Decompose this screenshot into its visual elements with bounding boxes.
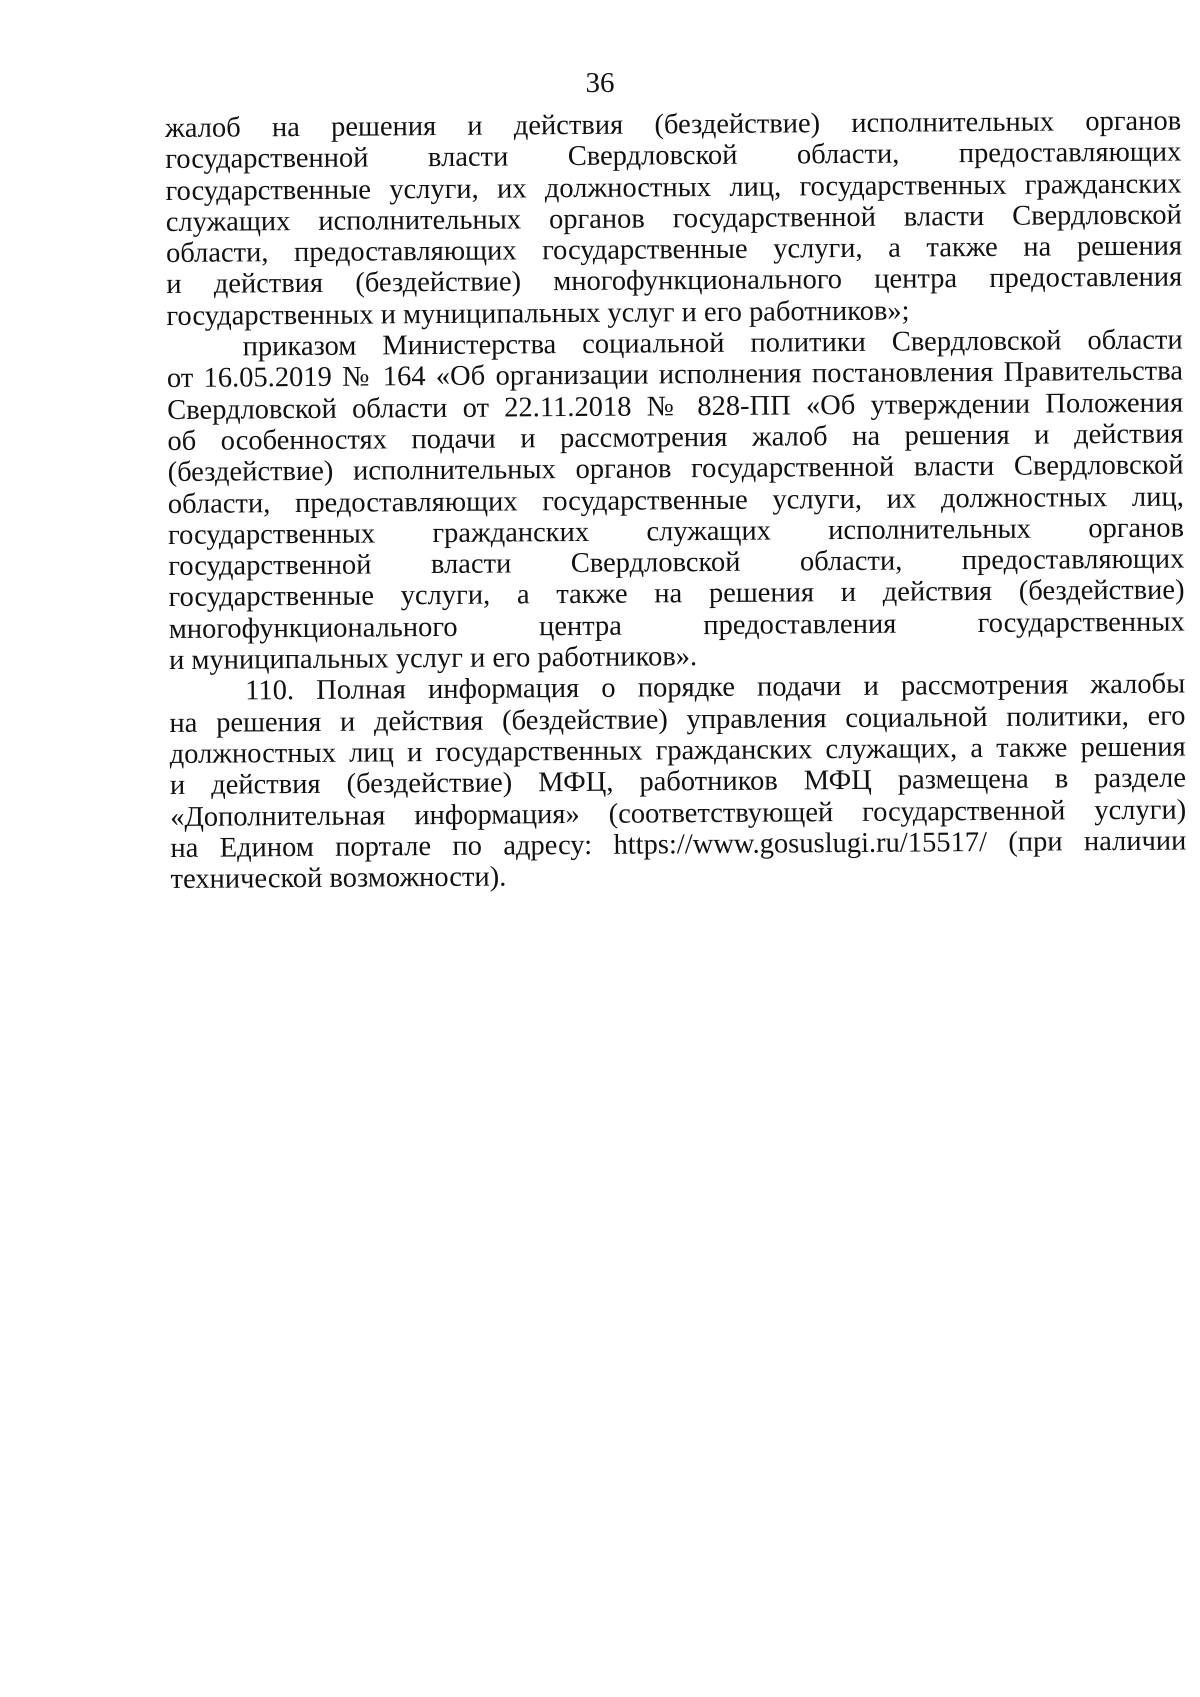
- text-line: (бездействие) исполнительных органов государственной власти Свердловской: [167, 449, 1184, 489]
- text-line: многофункционального центра предоставления государственных: [168, 606, 1185, 645]
- text-line: государственных гражданских служащих исполнительных органов: [167, 512, 1185, 551]
- text-line: Свердловской области от 22.11.2018 № 828-ПП «Об утверждении Положения: [167, 387, 1184, 426]
- paragraph-110-complaint-info: [169, 669, 1187, 896]
- text-line: 110. Полная информация о порядке подачи и рассмотрения жалобы: [245, 668, 1186, 707]
- page-number: 36: [585, 67, 615, 99]
- text-line: служащих исполнительных органов государственной власти Свердловской: [165, 199, 1182, 238]
- text-line: и действия (бездействие) многофункционального центра предоставления: [166, 262, 1183, 301]
- text-line: должностных лиц и государственных гражданских служащих, а также решения: [169, 731, 1186, 770]
- text-line: области, предоставляющих государственные услуги, их должностных лиц,: [167, 481, 1184, 520]
- text-line: государственной власти Свердловской области, предоставляющих: [165, 136, 1182, 176]
- text-line: области, предоставляющих государственные услуги, а также на решения: [165, 230, 1183, 270]
- text-line: государственные услуги, их должностных лиц, государственных гражданских: [165, 168, 1182, 207]
- text-line: от 16.05.2019 № 164 «Об организации исполнения постановления Правительства: [166, 355, 1184, 395]
- paragraph-ministry-order: [167, 325, 1185, 677]
- text-line: государственной власти Свердловской области, предоставляющих: [168, 543, 1185, 583]
- text-line: и действия (бездействие) МФЦ, работников МФЦ размещена в разделе: [169, 762, 1187, 802]
- text-line: «Дополнительная информация» (соответствующей государственной услуги): [170, 794, 1187, 833]
- text-line: об особенностях подачи и рассмотрения жалоб на решения и действия: [167, 418, 1184, 457]
- text-line: технической возможности).: [170, 861, 507, 896]
- text-line: и муниципальных услуг и его работников».: [168, 641, 698, 677]
- paragraph-complaints-continuation: [165, 106, 1183, 333]
- text-line: на решения и действия (бездействие) управления социальной политики, его: [169, 700, 1186, 739]
- text-line: приказом Министерства социальной политики Свердловской области: [242, 324, 1183, 363]
- text-line: жалоб на решения и действия (бездействие) исполнительных органов: [165, 105, 1182, 144]
- text-line: государственных и муниципальных услуг и его работников»;: [166, 295, 910, 332]
- text-line: на Едином портале по адресу: https://www.gosuslugi.ru/15517/ (при наличии: [170, 825, 1187, 864]
- text-line: государственные услуги, а также на решения и действия (бездействие): [168, 574, 1185, 614]
- document-body: [165, 106, 1187, 896]
